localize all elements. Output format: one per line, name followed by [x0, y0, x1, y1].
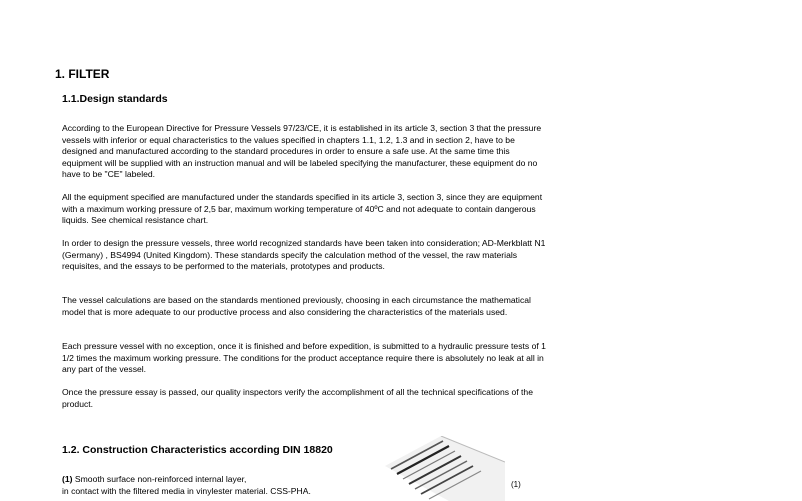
subsection-heading-construction: 1.2. Construction Characteristics according DIN 18820 [62, 444, 333, 456]
paragraph-quality-inspection: Once the pressure essay is passed, our quality inspectors verify the accomplishment of all the technical specifications of the product. [62, 387, 533, 409]
paragraph-pressure-test: Each pressure vessel with no exception, once it is finished and before expedition, is submitted to a hydraulic pressure tests of 1 1/2 times the maximum working pressure. The conditions for the product acceptance require there is absolutely no leak at all in any part of the vessel. [62, 341, 546, 374]
paragraph-equipment-standards: All the equipment specified are manufactured under the standards specified in its article 3, section 3, since they are equipment with a maximum working pressure of 2,5 bar, maximum working temperature of 40ºC and not adequate to contain dangerous liquids. See chemical resistance chart. [62, 192, 543, 225]
item-line-2: in contact with the filtered media in vinylester material. CSS-PHA. [62, 485, 311, 496]
subsection-heading-design-standards: 1.1.Design standards [62, 93, 168, 105]
paragraph-vessel-calculations: The vessel calculations are based on the standards mentioned previously, choosing in each circumstance the mathematical model that is more adequate to our productive process and also considering the characteristics of the materials used. [62, 295, 531, 317]
section-heading-filter: 1. FILTER [55, 67, 110, 81]
item-number: (1) [62, 474, 73, 484]
paragraph-world-standards: In order to design the pressure vessels, three world recognized standards have been taken into consideration; AD-Merkblatt N1 (Germany) , BS4994 (United Kingdom). These standards specify the calculation method of the vessel, the raw materials requisites, and the essays to be performed to the materials, prototypes and products. [62, 238, 546, 271]
callout-label-1: (1) [511, 480, 521, 489]
item-line-1: Smooth surface non-reinforced internal layer, [72, 474, 247, 484]
paragraph-directive: According to the European Directive for Pressure Vessels 97/23/CE, it is established in its article 3, section 3 that the pressure vessels with inferior or equal characteristics to the values specified in chapters 1.1, 1.2, 1.3 and in section 2, have to be designed and manufactured according to the standard procedures in order to ensure a safe use. At the same time this equipment will be supplied with an instruction manual and will be labeled specifying the manufacturer, these equipment do no have to be "CE" labeled. [62, 123, 542, 179]
vessel-layer-cross-section-drawing [385, 436, 505, 501]
construction-item-1 [62, 474, 382, 497]
